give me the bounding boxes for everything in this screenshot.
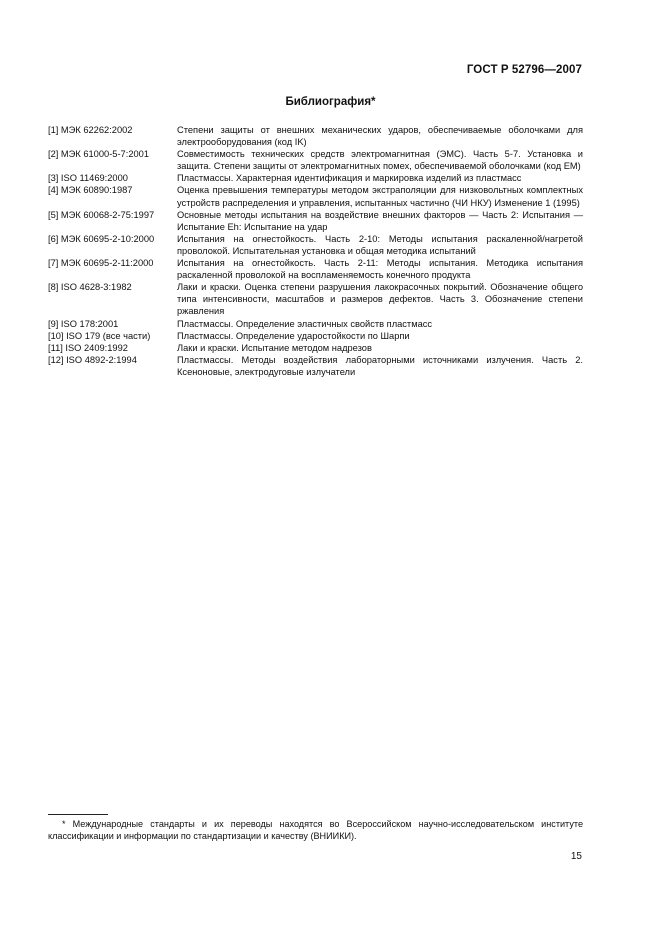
bibliography-entry	[48, 354, 583, 378]
footnote: * Международные стандарты и их переводы находятся во Всероссийском научно-исследовательском институте классификации и информации по стандартизации и качеству (ВНИИКИ).	[48, 819, 583, 841]
entry-reference: [4] МЭК 60890:1987	[48, 185, 133, 196]
entry-reference: [8] ISO 4628-3:1982	[48, 282, 132, 293]
entry-reference: [7] МЭК 60695-2-11:2000	[48, 258, 154, 269]
bibliography-entry	[48, 281, 583, 317]
entry-reference: [10] ISO 179 (все части)	[48, 330, 151, 341]
entry-description: Совместимость технических средств электромагнитная (ЭМС). Часть 5-7. Установка и защита. Степени защиты от электромагнитных помех, обеспечиваемой оболочками (код ЕМ)	[177, 149, 583, 172]
entry-reference: [11] ISO 2409:1992	[48, 342, 128, 353]
entry-description: Испытания на огнестойкость. Часть 2-11: Методы испытания. Методика испытания раскаленной проволокой на воспламеняемость конечного продукта	[177, 258, 583, 281]
entry-description: Основные методы испытания на воздействие внешних факторов — Часть 2: Испытания — Испытание Eh: Испытание на удар	[177, 209, 583, 232]
entry-reference: [5] МЭК 60068-2-75:1997	[48, 209, 155, 220]
entry-description: Пластмассы. Методы воздействия лабораторными источниками излучения. Часть 2. Ксеноновые, электродуговые излучатели	[177, 354, 583, 377]
bibliography-entry	[48, 209, 583, 233]
entry-reference: [6] МЭК 60695-2-10:2000	[48, 233, 155, 244]
bibliography-entry	[48, 257, 583, 281]
entry-reference: [3] ISO 11469:2000	[48, 173, 128, 184]
entry-description: Лаки и краски. Оценка степени разрушения лакокрасочных покрытий. Обозначение общего типа интенсивности, масштабов и размеров дефектов. Часть 3. Обозначение степени ржавления	[177, 282, 583, 317]
bibliography-entry	[48, 184, 583, 208]
entry-reference: [2] МЭК 61000-5-7:2001	[48, 149, 149, 160]
entry-reference: [9] ISO 178:2001	[48, 318, 119, 329]
bibliography-entry	[48, 330, 583, 342]
bibliography-list	[48, 124, 583, 378]
entry-description: Оценка превышения температуры методом экстраполяции для низковольтных комплектных устройств распределения и управления, испытанных частично (ЧИ НКУ) Изменение 1 (1995)	[177, 185, 583, 208]
entry-reference: [1] МЭК 62262:2002	[48, 125, 133, 135]
bibliography-entry	[48, 148, 583, 172]
bibliography-entry	[48, 172, 583, 184]
entry-description: Испытания на огнестойкость. Часть 2-10: Методы испытания раскаленной/нагретой проволокой. Испытательная установка и общая методика испытаний	[177, 233, 583, 256]
footnote-divider	[48, 814, 108, 815]
entry-description: Степени защиты от внешних механических ударов, обеспечиваемые оболочками для электрооборудования (код IK)	[177, 125, 583, 148]
entry-description: Пластмассы. Определение эластичных свойств пластмасс	[177, 318, 433, 329]
bibliography-entry	[48, 342, 583, 354]
entry-description: Пластмассы. Характерная идентификация и маркировка изделий из пластмасс	[177, 173, 522, 184]
bibliography-entry	[48, 318, 583, 330]
document-header: ГОСТ Р 52796—2007	[466, 64, 582, 76]
bibliography-entry	[48, 233, 583, 257]
page-number: 15	[570, 851, 582, 862]
entry-description: Пластмассы. Определение ударостойкости по Шарпи	[177, 330, 410, 341]
entry-description: Лаки и краски. Испытание методом надрезов	[177, 342, 372, 353]
bibliography-entry	[48, 124, 583, 148]
bibliography-title: Библиография*	[285, 96, 376, 108]
entry-reference: [12] ISO 4892-2:1994	[48, 354, 137, 365]
